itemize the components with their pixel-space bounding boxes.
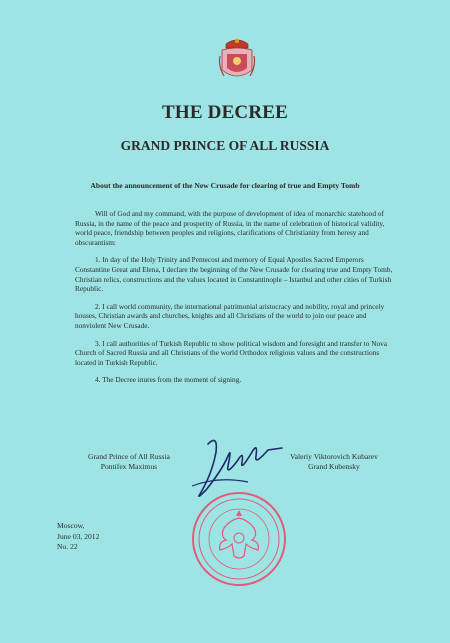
coat-of-arms-icon: [218, 36, 256, 84]
signatory-title-line1: Grand Prince of All Russia: [88, 452, 170, 461]
paragraph-intro: Will of God and my command, with the purpose of development of idea of monarchic statehood of Russia, in the name of the peace and prosperity of Russia, in the name of celebration of historical validity, world peace, friendship between peoples and religions, clarifications of Christianity from heresy and obscurantism:: [75, 209, 385, 247]
decree-about: About the announcement of the New Crusade for clearing of true and Empty Tomb: [90, 181, 360, 190]
paragraph-2: 2. I call world community, the international patrimonial aristocracy and nobility, royal and princely houses, Christian awards and churches, knights and all Christians of the world to join our peace and nonviolent New Crusade.: [75, 301, 385, 330]
signatory-title-line2: Pontifex Maximus: [100, 462, 158, 471]
signatory-name-right: [290, 452, 378, 472]
official-seal-icon: [190, 490, 288, 588]
paragraph-4: 4. The Decree inures from the moment of signing.: [95, 375, 242, 385]
place: Moscow,: [57, 521, 85, 530]
signatory-name: Valeriy Viktorovich Kubarev: [290, 452, 378, 461]
signatory-title-left: [88, 452, 170, 472]
decree-place-date: [57, 521, 99, 553]
date: June 03, 2012: [57, 531, 100, 541]
decree-title: THE DECREE: [161, 102, 289, 123]
paragraph-1: 1. In day of the Holy Trinity and Pentecost and memory of Equal Apostles Sacred Emperors Constantine Great and Elena, I declare the beginning of the New Crusade for clearing true and Empty Tomb, Christian relics, constructions and the values located in Constantinople – Istanbul and other cities of Turkish Republic.: [75, 255, 393, 294]
signatory-rank: Grand Kubensky: [308, 462, 360, 471]
decree-subtitle: GRAND PRINCE OF ALL RUSSIA: [120, 138, 330, 153]
paragraph-3: 3. I call authorities of Turkish Republic to show political wisdom and foresight and transfer to Nova Church of Sacred Russia and all Christians of the world Orthodox religious values and the constructions located in Turkish Republic.: [75, 338, 388, 367]
decree-number: No. 22: [57, 542, 78, 551]
decree-body: [75, 209, 395, 393]
